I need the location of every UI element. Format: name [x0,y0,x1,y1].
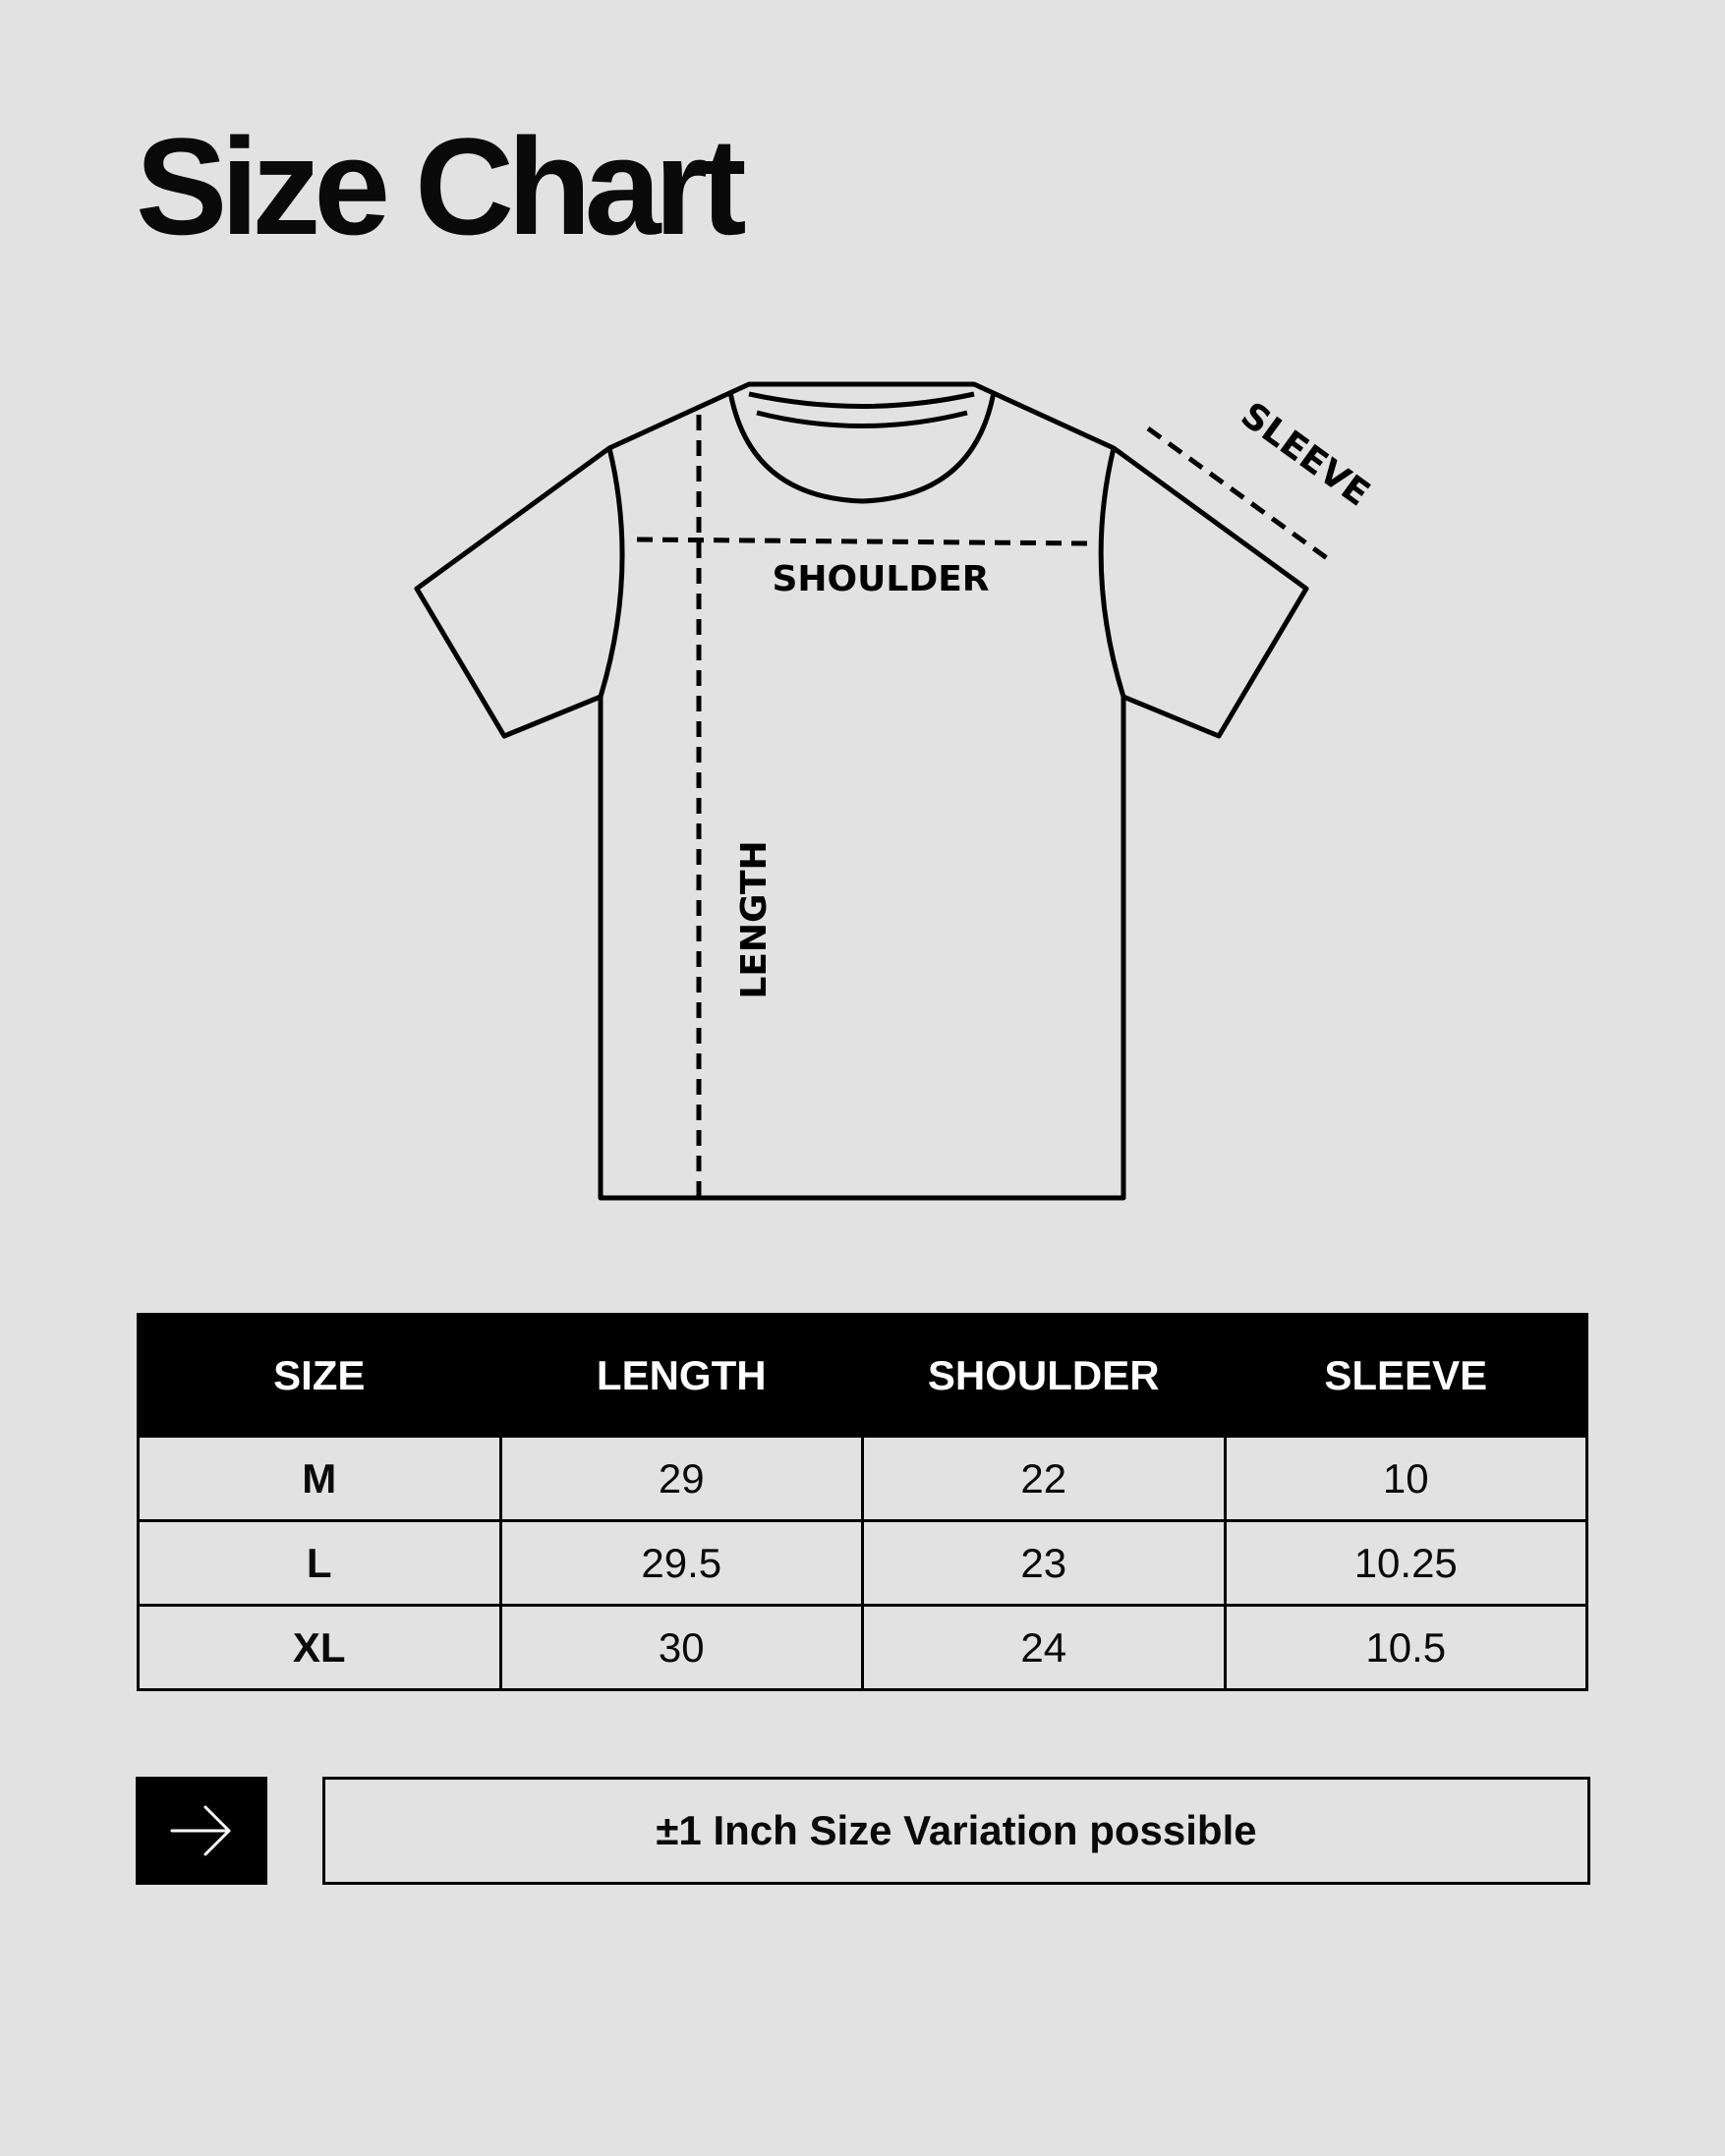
size-variation-note [322,1777,1590,1885]
sleeve-cell: 10 [1225,1437,1587,1521]
length-label: LENGTH [734,840,775,999]
table-row [139,1606,1587,1690]
size-cell: M [139,1437,501,1521]
collar-neckline [757,413,967,426]
header-sleeve: SLEEVE [1225,1315,1587,1437]
sleeve-label: SLEEVE [1233,394,1377,515]
table-header-row [139,1315,1587,1437]
length-cell: 29.5 [500,1521,863,1606]
size-cell: XL [139,1606,501,1690]
shoulder-cell: 23 [863,1521,1226,1606]
shoulder-cell: 24 [863,1606,1226,1690]
shoulder-label: SHOULDER [772,559,990,599]
collar-inner [749,394,974,407]
shoulder-cell: 22 [863,1437,1226,1521]
header-shoulder: SHOULDER [863,1315,1226,1437]
sleeve-cell: 10.5 [1225,1606,1587,1690]
size-cell: L [139,1521,501,1606]
header-length: LENGTH [500,1315,863,1437]
size-variation-text: ±1 Inch Size Variation possible [656,1807,1257,1853]
shoulder-measure-line [637,539,1088,543]
left-armhole-seam [601,448,622,697]
arrow-button[interactable] [136,1777,267,1885]
arrow-right-icon [170,1803,233,1858]
table-row [139,1437,1587,1521]
length-cell: 30 [500,1606,863,1690]
table-row [139,1521,1587,1606]
header-size: SIZE [139,1315,501,1437]
size-table [137,1313,1588,1691]
page-title: Size Chart [136,109,740,263]
tshirt-outline [417,384,1306,1198]
sleeve-cell: 10.25 [1225,1521,1587,1606]
right-armhole-seam [1101,448,1123,697]
length-cell: 29 [500,1437,863,1521]
